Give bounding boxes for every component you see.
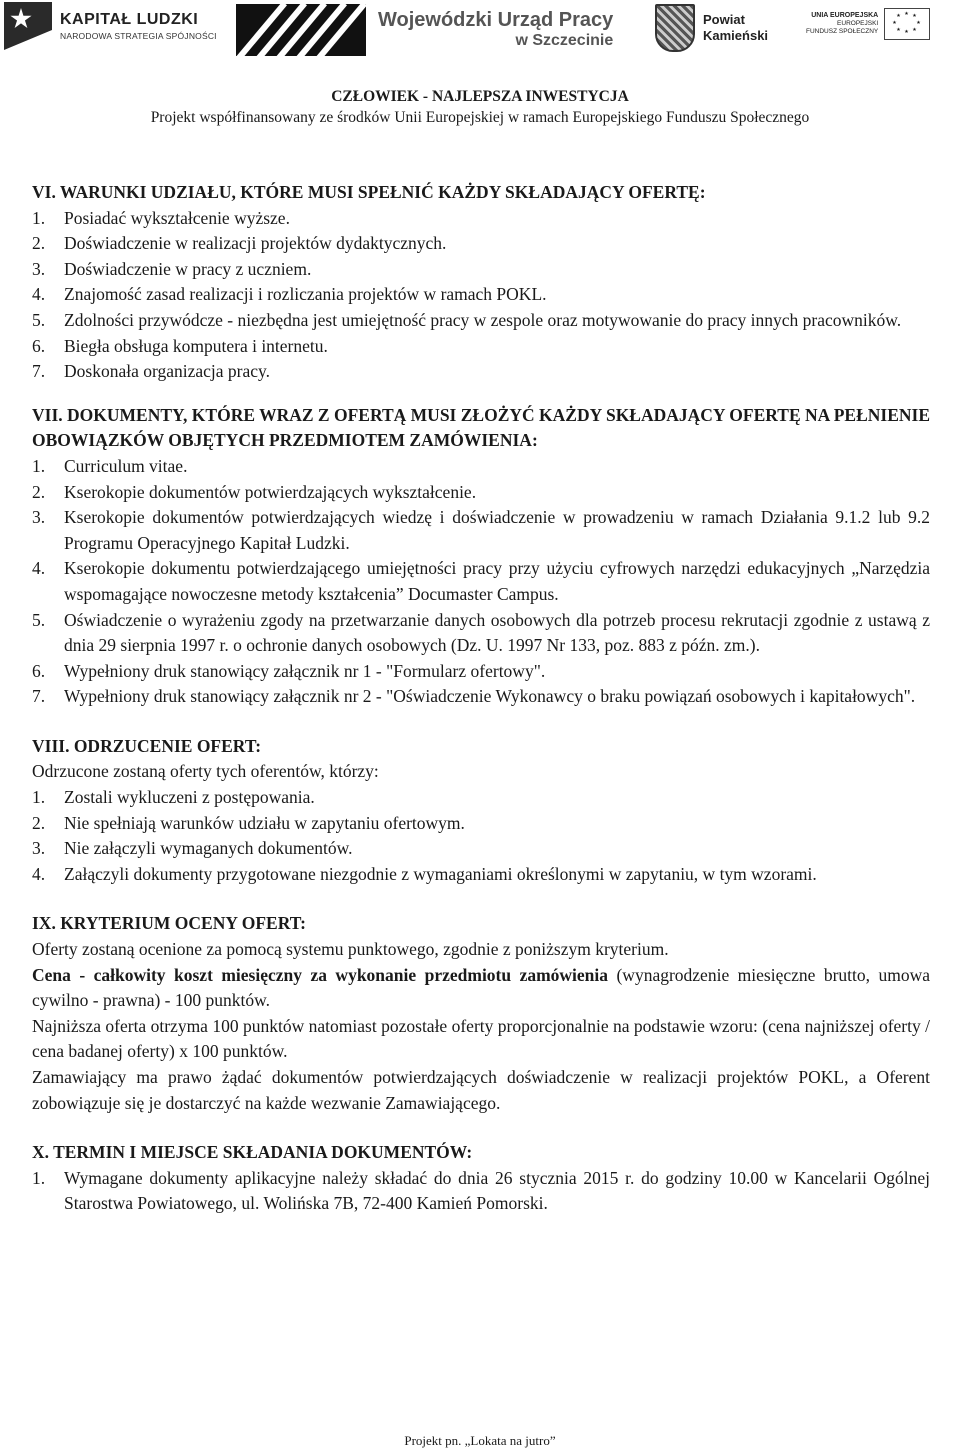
item-text: Nie załączyli wymaganych dokumentów. (64, 838, 353, 859)
item-text: Doświadczenie w realizacji projektów dydaktycznych. (64, 233, 447, 254)
powiat-label: Powiat (703, 12, 745, 27)
powiat-logo (655, 4, 768, 52)
section-8-title: VIII. ODRZUCENIE OFERT: (32, 735, 262, 756)
powiat-name: Kamieński (703, 28, 769, 43)
item-text: Wypełniony druk stanowiący załącznik nr 1 - "Formularz ofertowy". (64, 660, 546, 681)
price-criterion-detail: (wynagrodzenie miesięczne brutto, umowa cywilno - prawna) - 100 punktów. (32, 964, 930, 1011)
section-6-title: VI. WARUNKI UDZIAŁU, KTÓRE MUSI SPEŁNIĆ KAŻDY SKŁADAJĄCY OFERTĘ: (32, 182, 706, 202)
kapital-ludzki-subtitle: NARODOWA STRATEGIA SPÓJNOŚCI (60, 31, 217, 41)
item-number: 4. (32, 863, 46, 884)
section-7-list (32, 454, 930, 710)
list-item (32, 1166, 930, 1217)
section-8-intro: Odrzucone zostaną oferty tych oferentów, którzy: (32, 761, 379, 782)
list-item (32, 862, 930, 888)
item-text: Wypełniony druk stanowiący załącznik nr 2 - "Oświadczenie Wykonawcy o braku powiązań osobowych i kapitałowych". (64, 686, 916, 707)
item-text: Biegła obsługa komputera i internetu. (64, 335, 328, 356)
item-text: Kserokopie dokumentów potwierdzających wiedzę i doświadczenie w prowadzeniu w ramach Działania 9.1.2 lub 9.2 Programu Operacyjnego Kapitał Ludzki. (64, 507, 930, 553)
list-item (32, 684, 930, 710)
list-item (32, 836, 930, 862)
section-9-paragraph-1: Oferty zostaną ocenione za pomocą systemu punktowego, zgodnie z poniższym kryterium. (32, 939, 669, 960)
section-9-title: IX. KRYTERIUM OCENY OFERT: (32, 913, 306, 934)
ue-logo (806, 8, 930, 40)
list-item (32, 811, 930, 837)
kapital-ludzki-title: KAPITAŁ LUDZKI (60, 11, 199, 28)
item-number: 6. (32, 335, 46, 356)
wup-city: w Szczecinie (515, 32, 614, 49)
item-number: 4. (32, 558, 46, 579)
section-9-paragraph-2 (32, 963, 930, 1014)
list-item (32, 454, 930, 480)
item-text: Zostali wykluczeni z postępowania. (64, 787, 315, 808)
list-item (32, 257, 930, 283)
logo-bar (0, 0, 960, 64)
list-item (32, 659, 930, 685)
list-item (32, 785, 930, 811)
list-item (32, 480, 930, 506)
item-text: Curriculum vitae. (64, 455, 188, 476)
item-number: 7. (32, 686, 46, 707)
list-item (32, 608, 930, 659)
item-number: 5. (32, 609, 46, 630)
ue-name: UNIA EUROPEJSKA (811, 12, 879, 19)
item-number: 2. (32, 812, 46, 833)
section-10-title: X. TERMIN I MIEJSCE SKŁADANIA DOKUMENTÓW: (32, 1142, 473, 1163)
item-number: 2. (32, 481, 46, 502)
list-item (32, 505, 930, 556)
list-item (32, 282, 930, 308)
item-number: 3. (32, 258, 46, 279)
item-number: 5. (32, 309, 46, 330)
item-number: 7. (32, 361, 46, 382)
document-header (0, 86, 960, 128)
item-text: Kserokopie dokumentów potwierdzających wykształcenie. (64, 481, 477, 502)
item-number: 4. (32, 284, 46, 305)
slogan: CZŁOWIEK - NAJLEPSZA INWESTYCJA (331, 88, 629, 105)
wup-logo (236, 4, 613, 56)
kapital-ludzki-logo (4, 2, 217, 50)
page-footer: Projekt pn. „Lokata na jutro” (404, 1433, 556, 1448)
item-text: Zdolności przywódcze - niezbędna jest umiejętność pracy w zespole oraz motywowanie do pracy innych pracowników. (64, 309, 902, 330)
eu-flag-icon: ★ ★ ★ ★ ★ ★ ★ ★ (884, 8, 930, 40)
item-number: 1. (32, 787, 46, 808)
item-number: 1. (32, 455, 46, 476)
wup-name: Wojewódzki Urząd Pracy (378, 9, 614, 31)
list-item (32, 206, 930, 232)
item-number: 6. (32, 660, 46, 681)
section-6-list (32, 206, 930, 385)
item-number: 3. (32, 838, 46, 859)
item-text: Wymagane dokumenty aplikacyjne należy składać do dnia 26 stycznia 2015 r. do godziny 10.00 w Kancelarii Ogólnej Starostwa Powiatowego, ul. Wolińska 7B, 72-400 Kamień Pomorski. (64, 1167, 930, 1214)
powiat-coat-of-arms-icon (655, 4, 695, 52)
list-item (32, 359, 930, 385)
section-9-paragraph-4: Zamawiający ma prawo żądać dokumentów potwierdzających doświadczenie w realizacji projektów POKL, a Oferent zobowiązuje się je dostarczyć na każde wezwanie Zamawiającego. (32, 1067, 930, 1113)
wup-emblem-icon (236, 4, 366, 56)
item-text: Załączyli dokumenty przygotowane niezgodnie z wymaganiami określonymi w zapytaniu, w tym wzorami. (64, 863, 817, 884)
item-text: Doskonała organizacja pracy. (64, 361, 271, 382)
list-item (32, 556, 930, 607)
list-item (32, 308, 930, 334)
section-9-paragraph-3: Najniższa oferta otrzyma 100 punktów natomiast pozostałe oferty proporcjonalnie na podstawie wzoru: (cena najniższej oferty / cena badanej oferty) x 100 punktów. (32, 1015, 930, 1062)
list-item (32, 231, 930, 257)
section-8-list (32, 785, 930, 887)
item-number: 2. (32, 233, 46, 254)
item-text: Doświadczenie w pracy z uczniem. (64, 258, 312, 279)
item-text: Oświadczenie o wyrażeniu zgody na przetwarzanie danych osobowych dla potrzeb procesu rekrutacji zgodnie z ustawą z dnia 29 sierpnia 1997 r. o ochronie danych osobowych (Dz. U. 1997 Nr 133, poz. 883 z późn. zm.). (64, 609, 930, 656)
item-number: 3. (32, 507, 46, 528)
item-text: Znajomość zasad realizacji i rozliczania projektów w ramach POKL. (64, 284, 547, 305)
document-body (32, 180, 930, 1217)
list-item (32, 334, 930, 360)
kapital-ludzki-emblem-icon (4, 2, 52, 50)
ue-fund-line1: EUROPEJSKI (837, 20, 879, 27)
ue-fund-line2: FUNDUSZ SPOŁECZNY (806, 28, 879, 35)
cofinance-note: Projekt współfinansowany ze środków Unii Europejskiej w ramach Europejskiego Funduszu Społecznego (150, 109, 810, 126)
section-7-title: VII. DOKUMENTY, KTÓRE WRAZ Z OFERTĄ MUSI ZŁOŻYĆ KAŻDY SKŁADAJĄCY OFERTĘ NA PEŁNIENIE OBOWIĄZKÓW OBJĘTYCH PRZEDMIOTEM ZAMÓWIENIA: (32, 404, 930, 451)
price-criterion-label: Cena - całkowity koszt miesięczny za wykonanie przedmiotu zamówienia (32, 964, 609, 985)
item-text: Posiadać wykształcenie wyższe. (64, 207, 290, 228)
item-text: Kserokopie dokumentu potwierdzającego umiejętności pracy przy użyciu cyfrowych narzędzi edukacyjnych „Narzędzia wspomagające nowoczesne metody kształcenia” Documaster Campus. (64, 558, 930, 604)
item-text: Nie spełniają warunków udziału w zapytaniu ofertowym. (64, 812, 465, 833)
item-number: 1. (32, 1167, 46, 1188)
item-number: 1. (32, 207, 46, 228)
section-10-list (32, 1166, 930, 1217)
